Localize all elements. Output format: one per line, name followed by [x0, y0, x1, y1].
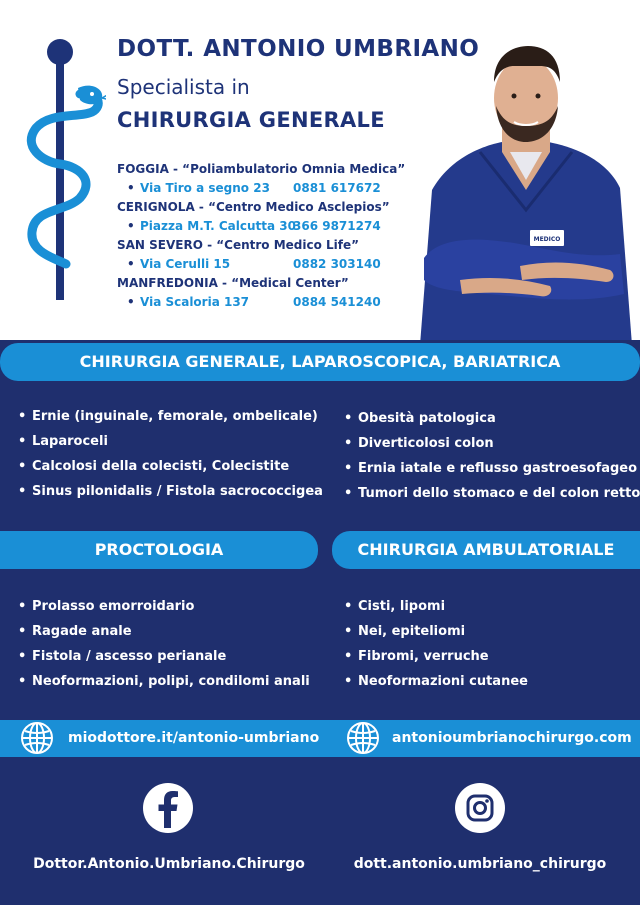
location-title-san-severo: SAN SEVERO - “Centro Medico Life” — [117, 238, 360, 252]
main-services-left — [18, 404, 323, 504]
location-phone[interactable]: 0884 541240 — [293, 295, 381, 309]
scrubs-badge: MEDICO — [533, 236, 561, 243]
facebook-icon[interactable] — [142, 782, 194, 834]
list-item: • Sinus pilonidalis / Fistola sacrococcigea — [18, 479, 323, 504]
location-address-cerignola — [117, 217, 417, 236]
location-phone[interactable]: 0882 303140 — [293, 257, 381, 271]
specialty-title: CHIRURGIA GENERALE — [117, 108, 385, 132]
facebook-handle[interactable]: Dottor.Antonio.Umbriano.Chirurgo — [33, 856, 305, 872]
location-street: Via Cerulli 15 — [140, 257, 231, 271]
header — [0, 0, 640, 345]
section-title-proctologia: PROCTOLOGIA — [0, 531, 318, 569]
list-item: • Fibromi, verruche — [344, 644, 528, 669]
doctor-photo — [410, 40, 640, 345]
location-title-manfredonia: MANFREDONIA - “Medical Center” — [117, 276, 349, 290]
list-item: • Prolasso emorroidario — [18, 594, 310, 619]
list-item: • Ernie (inguinale, femorale, ombelicale) — [18, 404, 323, 429]
list-item: • Cisti, lipomi — [344, 594, 528, 619]
proctologia-list — [18, 594, 310, 694]
location-title-cerignola: CERIGNOLA - “Centro Medico Asclepios” — [117, 200, 390, 214]
section-title-main: CHIRURGIA GENERALE, LAPAROSCOPICA, BARIATRICA — [0, 343, 640, 381]
rod-of-asclepius-icon — [20, 36, 106, 304]
website-link-personal[interactable]: antonioumbrianochirurgo.com — [392, 730, 632, 746]
list-item: • Fistola / ascesso perianale — [18, 644, 310, 669]
list-item: • Calcolosi della colecisti, Colecistite — [18, 454, 323, 479]
location-address-foggia — [117, 179, 417, 198]
location-phone[interactable]: 366 9871274 — [293, 219, 381, 233]
location-street: Via Scaloria 137 — [140, 295, 250, 309]
section-title-ambulatoriale: CHIRURGIA AMBULATORIALE — [332, 531, 640, 569]
doctor-name: DOTT. ANTONIO UMBRIANO — [117, 36, 480, 62]
list-item: • Neoformazioni cutanee — [344, 669, 528, 694]
globe-icon — [346, 721, 380, 755]
list-item: • Ragade anale — [18, 619, 310, 644]
location-address-san-severo — [117, 255, 417, 274]
bullet-icon: • — [127, 257, 135, 271]
list-item: • Nei, epiteliomi — [344, 619, 528, 644]
instagram-handle[interactable]: dott.antonio.umbriano_chirurgo — [353, 856, 607, 872]
list-item: • Neoformazioni, polipi, condilomi anali — [18, 669, 310, 694]
list-item: • Ernia iatale e reflusso gastroesofageo — [344, 456, 640, 481]
list-item: • Laparoceli — [18, 429, 323, 454]
location-title-foggia: FOGGIA - “Poliambulatorio Omnia Medica” — [117, 162, 406, 176]
globe-icon — [20, 721, 54, 755]
instagram-icon[interactable] — [454, 782, 506, 834]
bullet-icon: • — [127, 295, 135, 309]
locations-list — [117, 160, 417, 312]
list-item: • Tumori dello stomaco e del colon retto — [344, 481, 640, 506]
location-address-manfredonia — [117, 293, 417, 312]
bullet-icon: • — [127, 219, 135, 233]
list-item: • Diverticolosi colon — [344, 431, 640, 456]
ambulatoriale-list — [344, 594, 528, 694]
website-link-miodottore[interactable]: miodottore.it/antonio-umbriano — [68, 730, 320, 746]
main-services-right — [344, 406, 640, 506]
location-street: Via Tiro a segno 23 — [140, 181, 270, 195]
bullet-icon: • — [127, 181, 135, 195]
specialist-prefix: Specialista in — [117, 75, 250, 99]
location-phone[interactable]: 0881 617672 — [293, 181, 381, 195]
list-item: • Obesità patologica — [344, 406, 640, 431]
location-street: Piazza M.T. Calcutta 30 — [140, 219, 296, 233]
